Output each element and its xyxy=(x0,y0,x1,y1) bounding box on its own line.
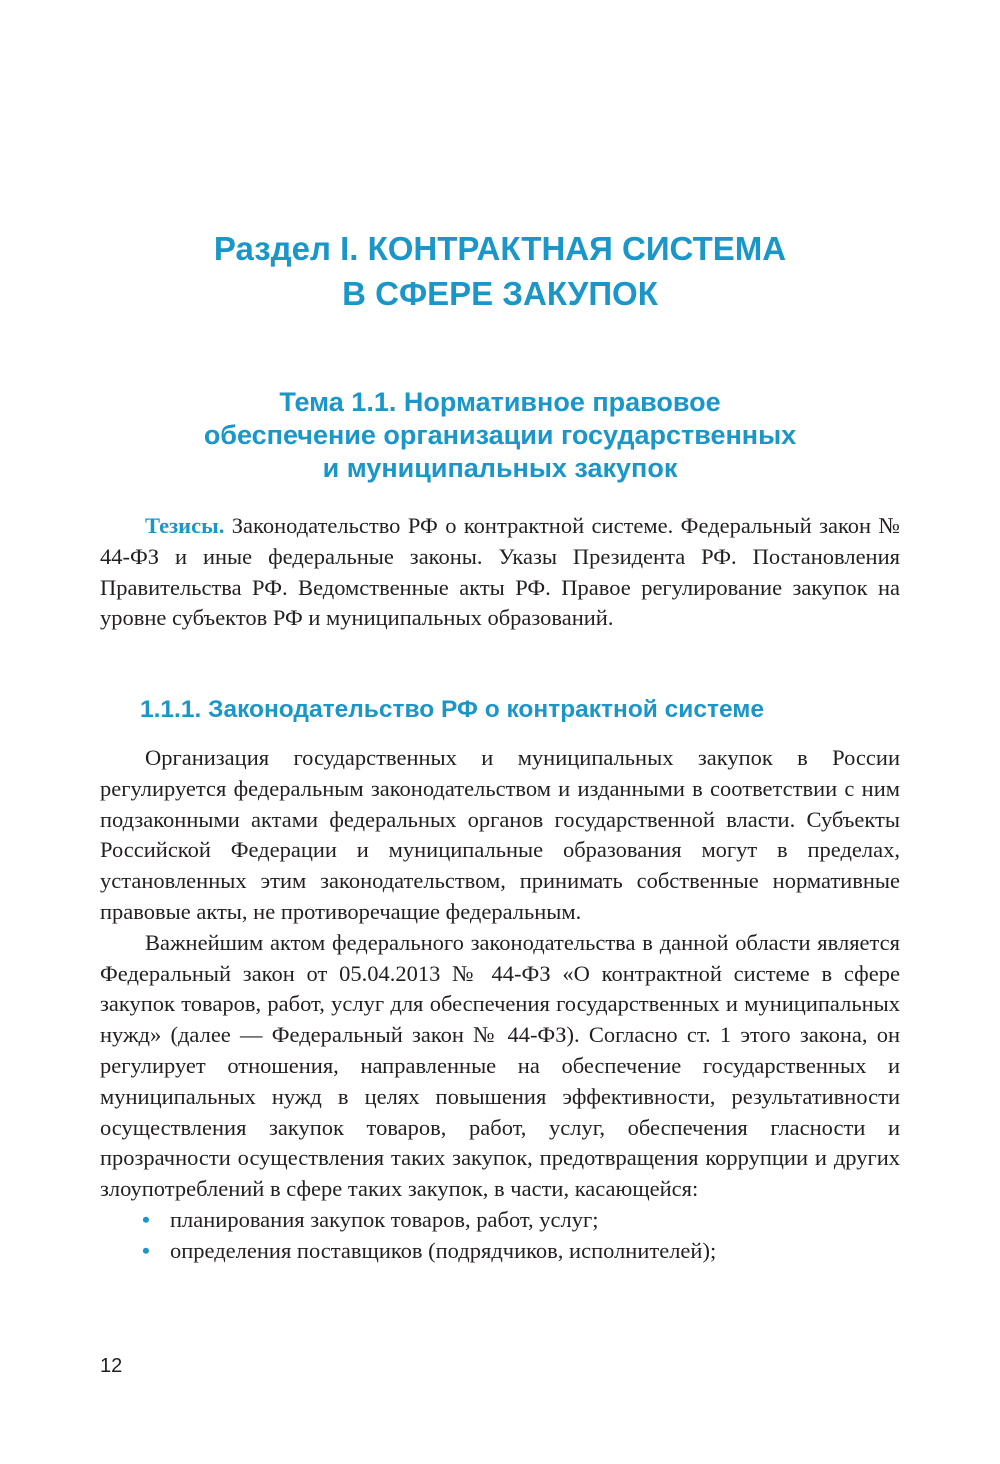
body-paragraph: Важнейшим актом федерального законодательства в данной области является Федеральный закон от 05.04.2013 № 44-ФЗ «О контрактной системе в сфере закупок товаров, работ, услуг для обеспечения государственных и муниципальных нужд» (далее — Федеральный закон № 44-ФЗ). Согласно ст. 1 этого закона, он регулирует отношения, направленные на обеспечение государственных и муниципальных нужд в целях повышения эффективности, результативности осуществления закупок товаров, работ, услуг, обеспечения гласности и прозрачности осуществления таких закупок, предотвращения коррупции и других злоупотреблений в сфере таких закупок, в части, касающейся: xyxy=(100,929,900,1202)
topic-title xyxy=(100,386,900,485)
topic-title-line: Тема 1.1. Нормативное правовое xyxy=(279,387,721,417)
list-item-text: определения поставщиков (подрядчиков, исполнителей); xyxy=(170,1237,717,1263)
page-number: 12 xyxy=(100,1355,123,1377)
bullet-icon: • xyxy=(142,1237,150,1263)
list-item-text: планирования закупок товаров, работ, услуг; xyxy=(170,1206,599,1232)
section-title xyxy=(100,226,900,316)
body-text xyxy=(100,743,900,1267)
list-item xyxy=(100,1205,900,1236)
topic-title-line: и муниципальных закупок xyxy=(322,453,678,483)
bullet-list xyxy=(100,1205,900,1267)
section-title-line: В СФЕРЕ ЗАКУПОК xyxy=(342,275,658,312)
theses-paragraph xyxy=(100,511,900,634)
theses-label: Тезисы. xyxy=(145,513,225,538)
bullet-icon: • xyxy=(142,1206,150,1232)
section-title-line: Раздел I. КОНТРАКТНАЯ СИСТЕМА xyxy=(213,230,787,267)
subsection-title: 1.1.1. Законодательство РФ о контрактной системе xyxy=(140,696,765,723)
topic-title-line: обеспечение организации государственных xyxy=(203,420,797,450)
body-paragraph: Организация государственных и муниципальных закупок в России регулируется федеральным законодательством и изданными в соответствии с ним подзаконными актами федеральных органов государственной власти. Субъекты Российской Федерации и муниципальные образования могут в пределах, установленных этим законодательством, принимать собственные нормативные правовые акты, не противоречащие федеральным. xyxy=(100,745,900,924)
list-item xyxy=(100,1236,900,1267)
theses-text: Законодательство РФ о контрактной системе. Федеральный закон № 44-ФЗ и иные федеральные законы. Указы Президента РФ. Постановления Правительства РФ. Ведомственные акты РФ. Правое регулирование закупок на уровне субъектов РФ и муниципальных образований. xyxy=(100,513,901,631)
